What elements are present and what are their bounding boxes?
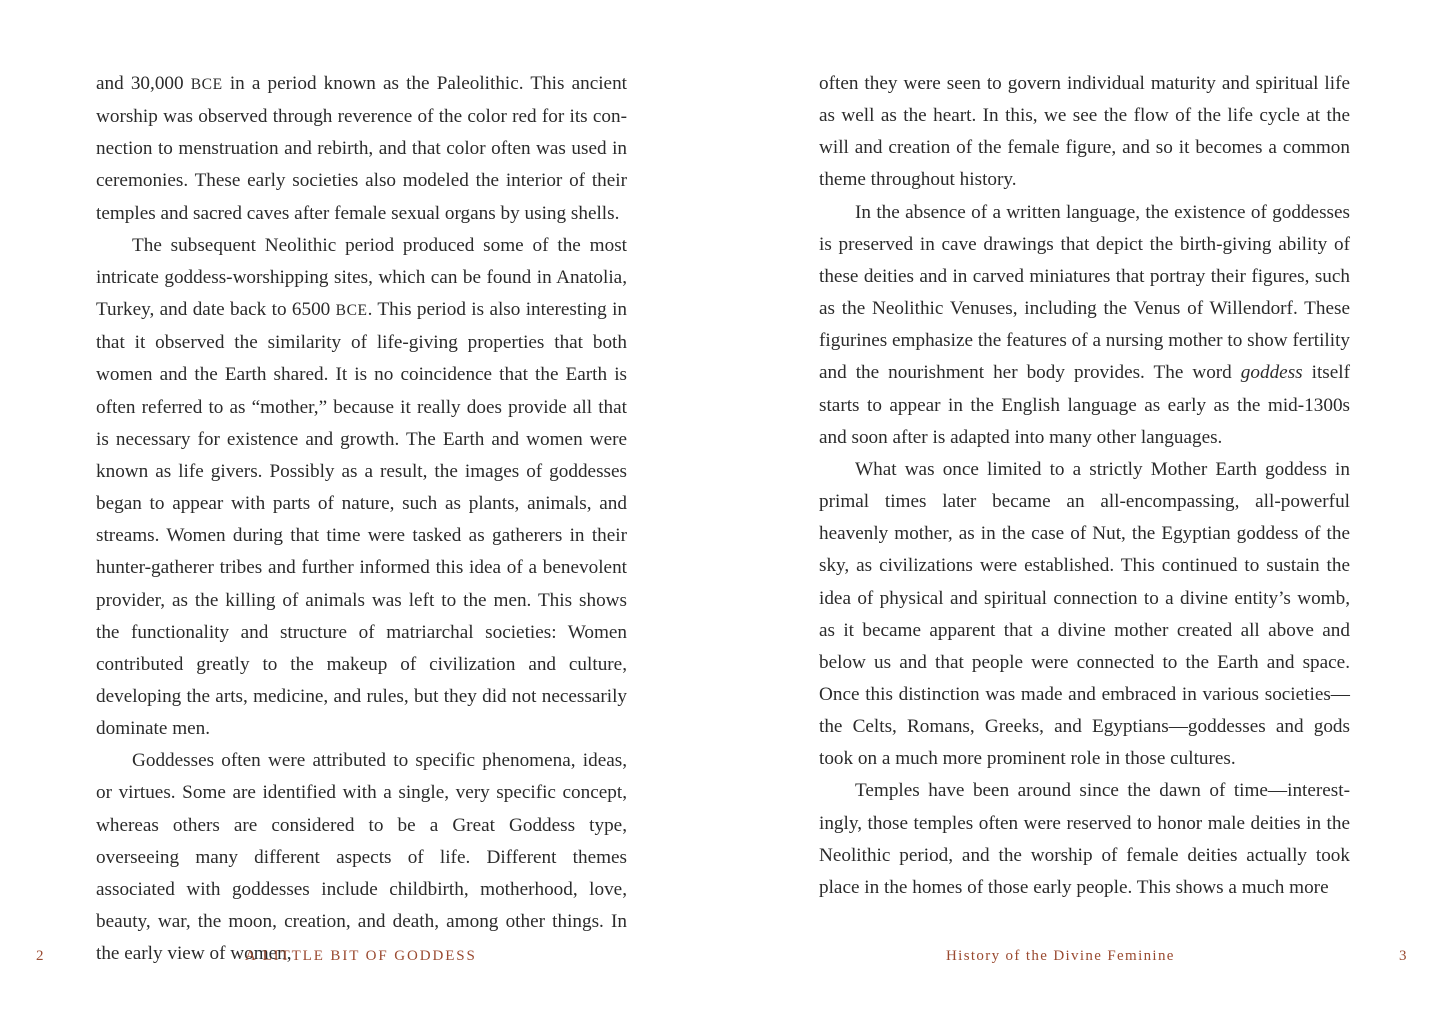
- body-paragraph: [819, 454, 1350, 776]
- paragraph-text: In the absence of a written language, the existence of goddesses is preserved in cave drawings that depict the birth-giving ability of these deities and in carved miniatures that portray their figures, such as the Neolithic Venuses, including the Venus of Willendorf. These figurines emphasize the features of a nursing mother to show fertility and the nourishment her body provides. The word: [819, 201, 1350, 384]
- paragraph-text: in a period known as the Paleolithic. This ancient worship was observed through reverence of the color red for its connection to menstruation and rebirth, and that color often was used in ceremonies. These early societies also modeled the interior of their temples and sacred caves after female sexual organs by using shells.: [96, 73, 627, 224]
- italic-text: goddess: [1240, 362, 1303, 384]
- body-paragraph: [96, 230, 627, 746]
- paragraph-text: itself starts to appear in the English language as early as the mid-1300s and soon after is adapted into many other languages.: [819, 362, 1350, 448]
- paragraph-text: . This period is also interesting in that it observed the similarity of life-giving properties that both women and the Earth shared. It is no coincidence that the Earth is often referred to as “mother,” because it really does provide all that is necessary for existence and growth. The Earth and women were known as life givers. Possibly as a result, the images of goddesses began to appear with parts of nature, such as plants, animals, and streams. Women during that time were tasked as gatherers in their hunter-gatherer tribes and further informed this idea of a benevolent provider, as the killing of animals was left to the men. This shows the functionality and structure of matriarchal societies: Women contributed greatly to the makeup of civilization and culture, developing the arts, medicine, and rules, but they did not necessarily dominate men.: [96, 299, 627, 740]
- body-paragraph: [96, 745, 627, 970]
- small-caps-text: BCE: [335, 302, 368, 320]
- left-text-column: [96, 68, 627, 970]
- body-paragraph: [819, 68, 1350, 197]
- body-paragraph: [819, 775, 1350, 904]
- body-paragraph: [819, 197, 1350, 454]
- right-page: [722, 0, 1445, 1012]
- paragraph-text: Goddesses often were attributed to specific phenomena, ideas, or virtues. Some are identified with a single, very specific concept, whereas others are considered to be a Great Goddess type, overseeing many different aspects of life. Different themes associated with goddesses include childbirth, motherhood, love, beauty, war, the moon, creation, and death, among other things. In the early view of women,: [96, 750, 627, 965]
- right-text-column: [819, 68, 1350, 904]
- running-head-book-title: A LITTLE BIT OF GODDESS: [245, 948, 477, 964]
- paragraph-text: and 30,000: [96, 73, 191, 94]
- paragraph-text: Temples have been around since the dawn of time—interestingly, those temples often were reserved to honor male deities in the Neolithic period, and the worship of female deities actually took place in the homes of those early people. This shows a much more: [819, 780, 1350, 898]
- paragraph-text: often they were seen to govern individual maturity and spiritual life as well as the heart. In this, we see the flow of the life cycle at the will and creation of the female figure, and so it becomes a common theme throughout history.: [819, 73, 1350, 191]
- paragraph-text: The subsequent Neolithic period produced some of the most intricate goddess-worshipping sites, which can be found in Anatolia, Turkey, and date back to 6500: [96, 234, 627, 321]
- body-paragraph: [96, 68, 627, 230]
- page-number: 2: [36, 948, 44, 964]
- left-page: [0, 0, 722, 1012]
- paragraph-text: What was once limited to a strictly Mother Earth goddess in primal times later became an all-encompassing, all-powerful heavenly mother, as in the case of Nut, the Egyptian goddess of the sky, as civilizations were established. This continued to sustain the idea of physical and spiritual connection to a divine entity’s womb, as it became apparent that a divine mother created all above and below us and that people were connected to the Earth and space. Once this distinction was made and embraced in various societies—the Celts, Romans, Greeks, and Egyptians—goddesses and gods took on a much more prominent role in those cultures.: [819, 458, 1350, 770]
- running-head-chapter-title: History of the Divine Feminine: [946, 948, 1175, 964]
- page-number: 3: [1399, 948, 1407, 964]
- small-caps-text: BCE: [190, 76, 223, 93]
